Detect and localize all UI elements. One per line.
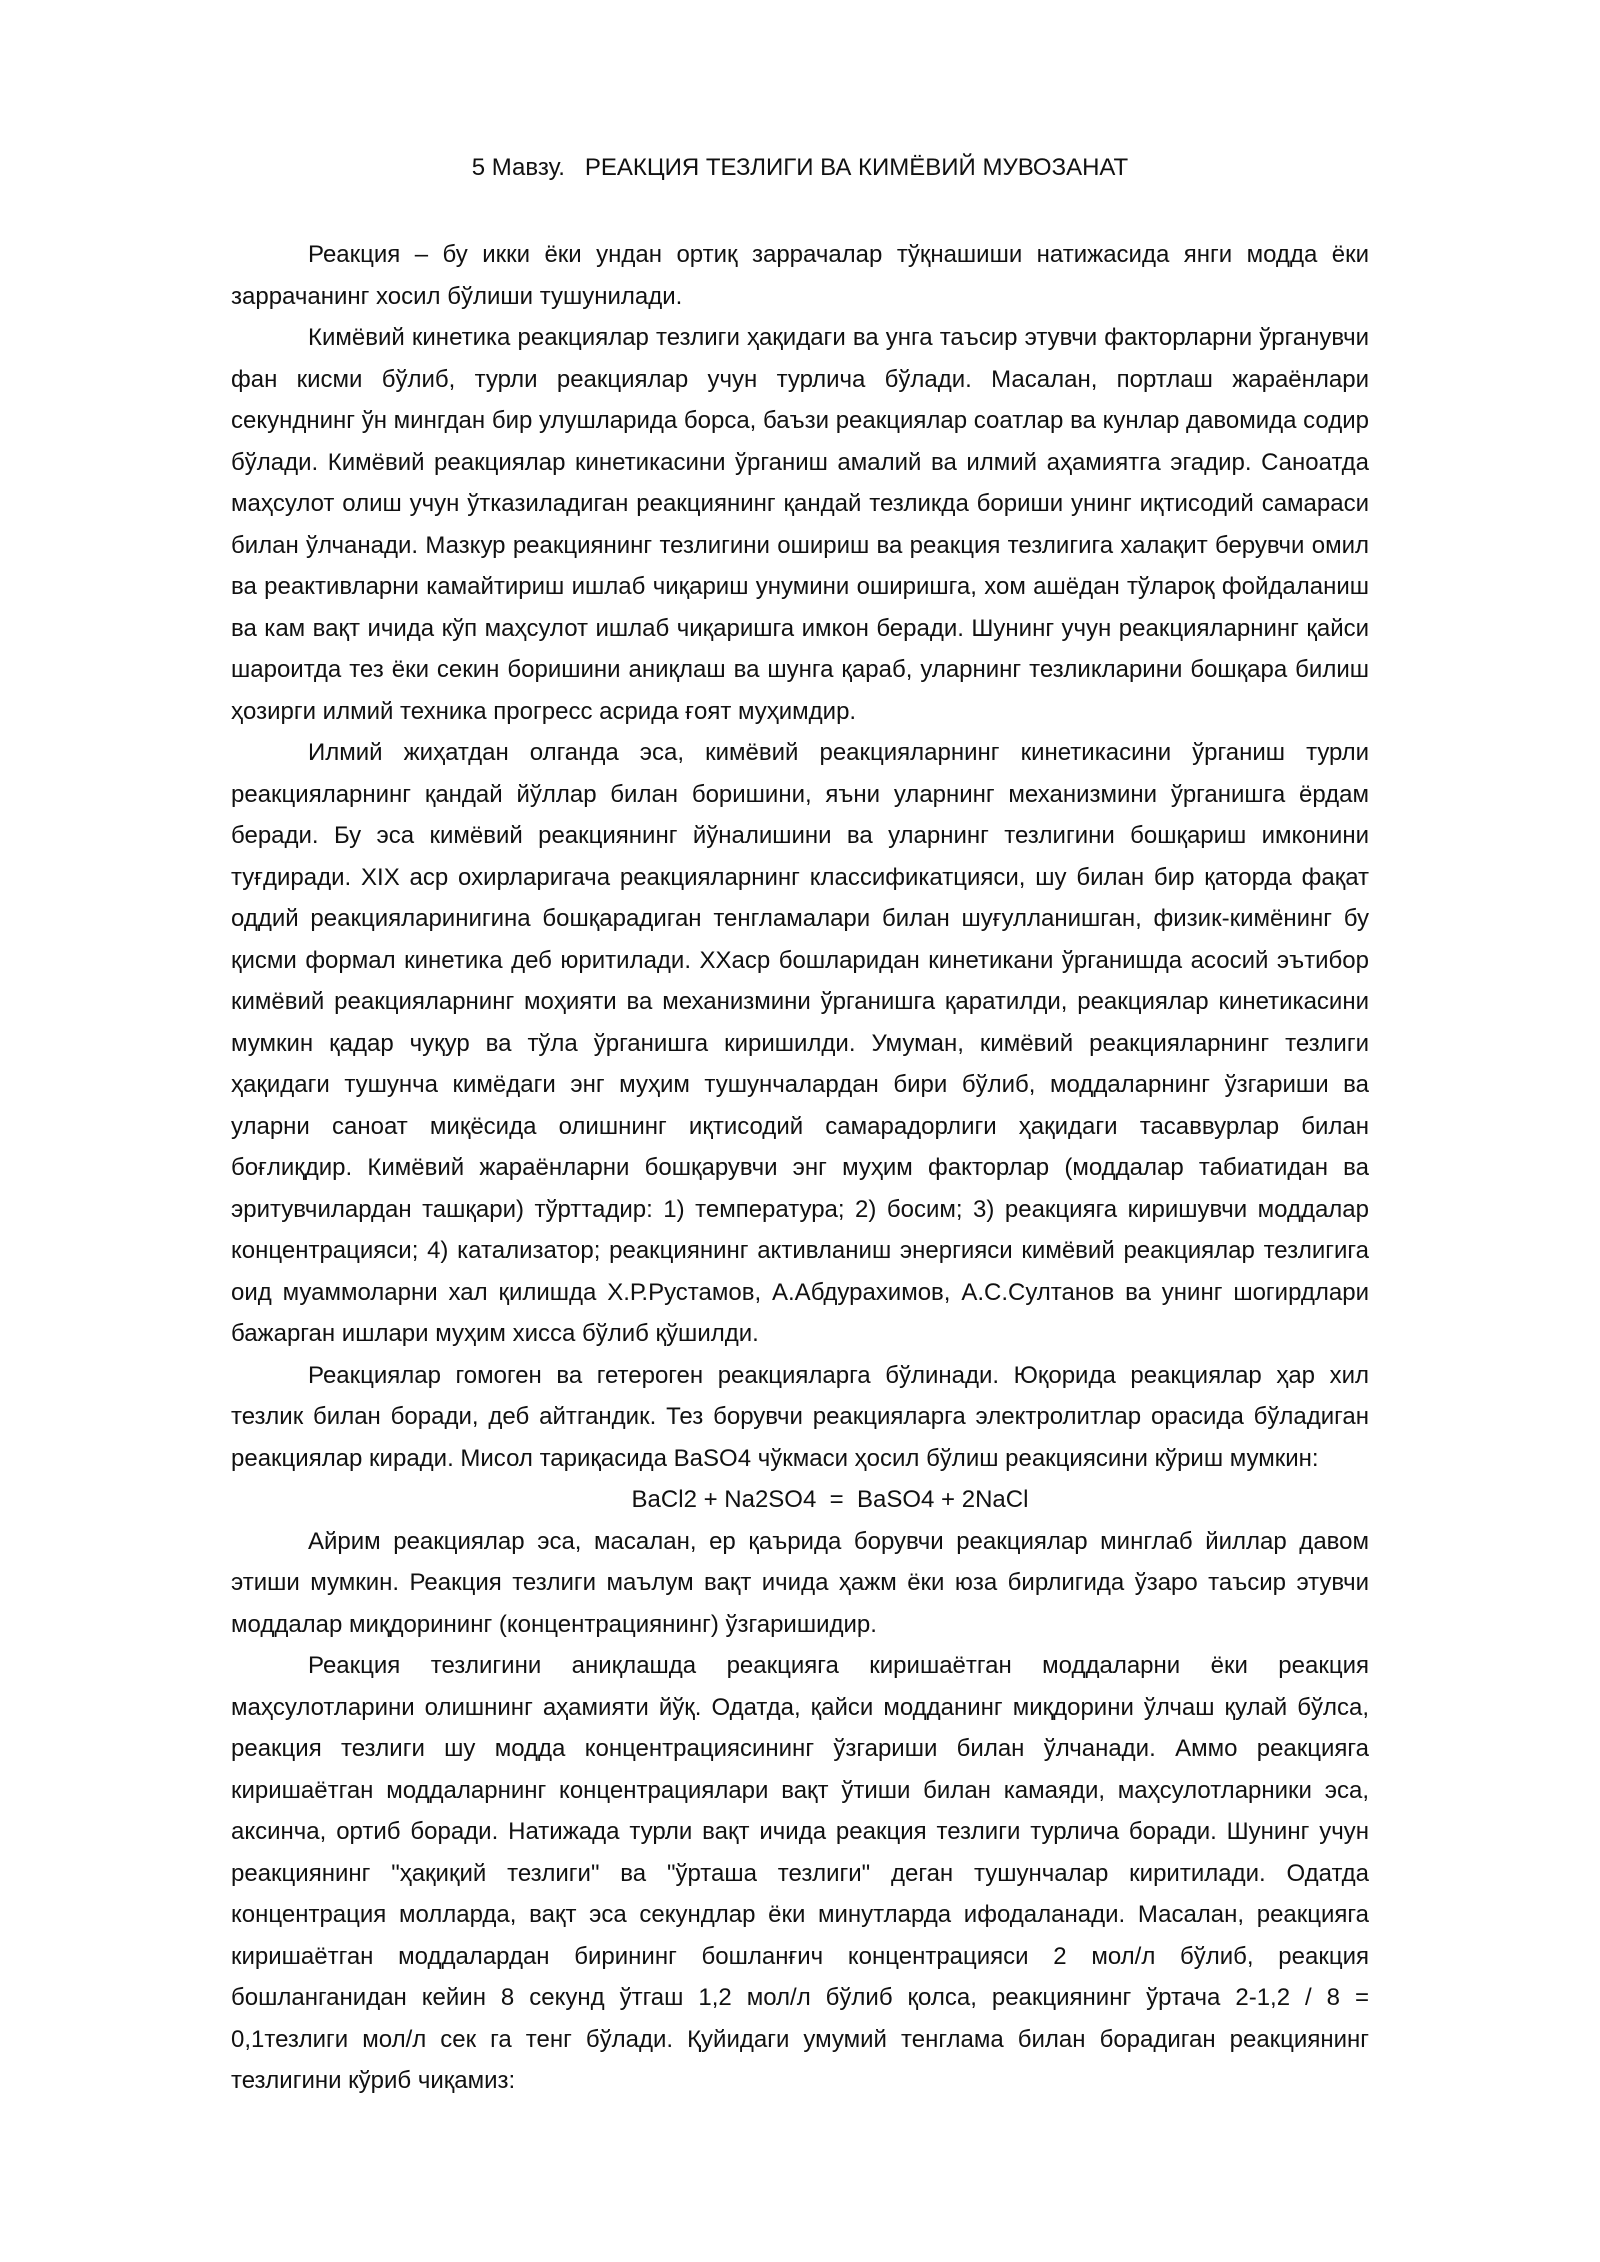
paragraph-3: Илмий жиҳатдан олганда эса, кимёвий реакцияларнинг кинетикасини ўрганиш турли реакцияларнинг қандай йўллар билан боришини, яъни уларнинг механизмини ўрганишга ёрдам беради. Бу эса кимёвий реакциянинг йўналишини ва уларнинг тезлигини бошқариш имконини туғдиради. XIX аср охирларигача реакцияларнинг классификатцияси, шу билан бир қаторда фақат оддий реакцияларинигина бошқарадиган тенгламалари билан шуғулланишган, физик-кимёнинг бу қисми формал кинетика деб юритилади. XXаср бошларидан кинетикани ўрганишда асосий эътибор кимёвий реакцияларнинг моҳияти ва механизмини ўрганишга қаратилди, реакциялар кинетикасини мумкин қадар чуқур ва тўла ўрганишга киришилди. Умуман, кимёвий реакцияларнинг тезлиги ҳақидаги тушунча кимёдаги энг муҳим тушунчалардан бири бўлиб, моддаларнинг ўзгариши ва уларни саноат миқёсида олишнинг иқтисодий самарадорлиги ҳақидаги тасаввурлар билан боғлиқдир. Кимёвий жараёнларни бошқарувчи энг муҳим факторлар (моддалар табиатидан ва эритувчилардан ташқари) тўрттадир: 1) температура; 2) босим; 3) реакцияга киришувчи моддалар концентрацияси; 4) катализатор; реакциянинг активланиш энергияси кимёвий реакциялар тезлигига оид муаммоларни хал қилишда Х.Р.Рустамов, А.Абдурахимов, А.С.Султанов ва унинг шогирдлари бажарган ишлари муҳим хисса бўлиб қўшилди. <box>231 739 1369 1347</box>
paragraph-5: Айрим реакциялар эса, масалан, ер қаърида борувчи реакциялар минглаб йиллар давом этиши мумкин. Реакция тезлиги маълум вақт ичида ҳажм ёки юза бирлигида ўзаро таъсир этувчи моддалар миқдорининг (концентрациянинг) ўзгаришидир. <box>231 1527 1369 1638</box>
paragraph-6: Реакция тезлигини аниқлашда реакцияга киришаётган моддаларни ёки реакция маҳсулотларини олишнинг аҳамияти йўқ. Одатда, қайси модданинг миқдорини ўлчаш қулай бўлса, реакция тезлиги шу модда концентрациясининг ўзгариши билан ўлчанади. Аммо реакцияга киришаётган моддаларнинг концентрациялари вақт ўтиши билан камаяди, маҳсулотларники эса, аксинча, ортиб боради. Натижада турли вақт ичида реакция тезлиги турлича боради. Шунинг учун реакциянинг "ҳақиқий тезлиги" ва "ўрташа тезлиги" деган тушунчалар киритилади. Одатда концентрация молларда, вақт эса секундлар ёки минутларда ифодаланади. Масалан, реакцияга киришаётган моддалардан бирининг бошланғич концентрацияси 2 мол/л бўлиб, реакция бошланганидан кейин 8 секунд ўтгаш 1,2 мол/л бўлиб қолса, реакциянинг ўртача 2-1,2 / 8 = 0,1тезлиги мол/л сек га тенг бўлади. Қуйидаги умумий тенглама билан борадиган реакциянинг тезлигини кўриб чиқамиз: <box>231 1652 1369 2094</box>
paragraph-1: Реакция – бу икки ёки ундан ортиқ заррачалар тўқнашиши натижасида янги модда ёки заррачанинг хосил бўлиши тушунилади. <box>231 241 1369 310</box>
reaction-equation: BaCl2 + Na2SO4 = BaSO4 + 2NaCl <box>631 1486 1029 1513</box>
paragraph-4: Реакциялар гомоген ва гетероген реакцияларга бўлинади. Юқорида реакциялар ҳар хил тезлик билан боради, деб айтгандик. Тез борувчи реакцияларга электролитлар орасида бўладиган реакциялар киради. Мисол тариқасида BaSO4 чўкмаси ҳосил бўлиш реакциясини кўриш мумкин: <box>231 1361 1369 1472</box>
document-title: 5 Мавзу. РЕАКЦИЯ ТЕЗЛИГИ ВА КИМЁВИЙ МУВОЗАНАТ <box>471 154 1129 181</box>
paragraph-2: Кимёвий кинетика реакциялар тезлиги ҳақидаги ва унга таъсир этувчи факторларни ўрганувчи фан кисми бўлиб, турли реакциялар учун турлича бўлади. Масалан, портлаш жараёнлари секунднинг ўн мингдан бир улушларида борса, баъзи реакциялар соатлар ва кунлар давомида содир бўлади. Кимёвий реакциялар кинетикасини ўрганиш амалий ва илмий аҳамиятга эгадир. Саноатда маҳсулот олиш учун ўтказиладиган реакциянинг қандай тезликда бориши унинг иқтисодий самараси билан ўлчанади. Мазкур реакциянинг тезлигини ошириш ва реакция тезлигига халақит берувчи омил ва реактивларни камайтириш ишлаб чиқариш унумини оширишга, хом ашёдан тўлароқ фойдаланиш ва кам вақт ичида кўп маҳсулот ишлаб чиқаришга имкон беради. Шунинг учун реакцияларнинг қайси шароитда тез ёки секин боришини аниқлаш ва шунга қараб, уларнинг тезликларини бошқара билиш ҳозирги илмий техника прогресс асрида ғоят муҳимдир. <box>231 324 1369 725</box>
document-body <box>231 148 1369 2102</box>
